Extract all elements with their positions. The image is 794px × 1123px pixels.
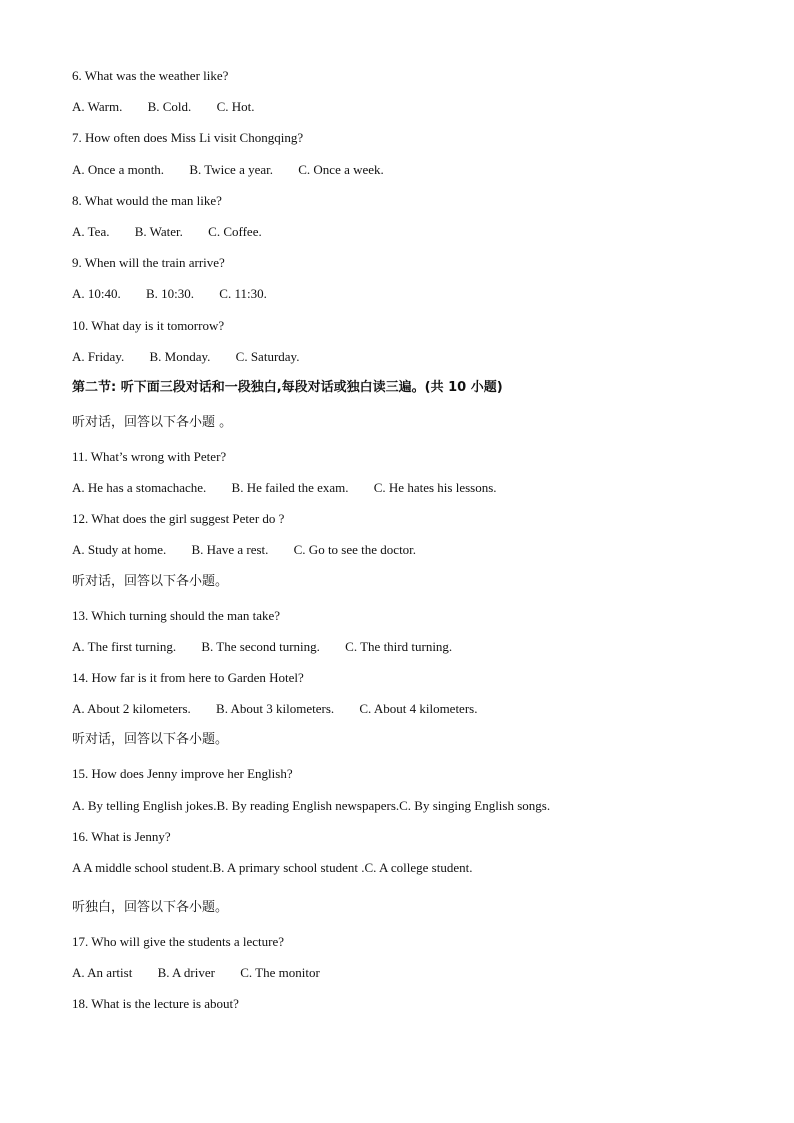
option-a: A. Tea. — [72, 223, 110, 239]
option-a: A. 10:40. — [72, 286, 121, 302]
question-15: 15. How does Jenny improve her English? — [72, 766, 293, 782]
options-11 — [72, 478, 752, 498]
option-c: C. The third turning. — [345, 638, 453, 654]
question-11: 11. What’s wrong with Peter? — [72, 448, 227, 464]
options-8 — [72, 222, 752, 242]
option-a: A. Study at home. — [72, 542, 167, 558]
option-b: B. A driver — [157, 965, 215, 981]
option-c: C. Hot. — [216, 99, 255, 115]
question-6: 6. What was the weather like? — [72, 68, 229, 83]
question-16: 16. What is Jenny? — [72, 828, 171, 844]
options-14 — [72, 699, 752, 719]
option-c: C. Coffee. — [208, 223, 262, 239]
question-18: 18. What is the lecture is about? — [72, 996, 239, 1012]
question-17: 17. Who will give the students a lecture? — [72, 933, 285, 949]
options-10 — [72, 347, 752, 367]
question-10: 10. What day is it tomorrow? — [72, 317, 225, 333]
option-a: A. An artist — [72, 965, 133, 981]
option-a: A. About 2 kilometers. — [72, 701, 191, 717]
dialogue-instruction: 听对话，回答以下各小题。 — [72, 732, 229, 748]
option-c: C. Go to see the doctor. — [293, 542, 417, 558]
section-heading: 第二节: 听下面三段对话和一段独白,每段对话或独白读三遍。(共 10 小题) — [72, 379, 503, 395]
option-c: C. Once a week. — [298, 161, 384, 177]
dialogue-instruction: 听对话，回答以下各小题。 — [72, 573, 229, 589]
question-8: 8. What would the man like? — [72, 192, 222, 208]
options-6 — [72, 97, 752, 117]
option-c: C. About 4 kilometers. — [359, 701, 478, 717]
option-b: B. Water. — [134, 223, 183, 239]
options-13 — [72, 637, 752, 657]
dialogue-instruction: 听对话，回答以下各小题 。 — [72, 414, 233, 430]
options-17 — [72, 963, 752, 983]
option-a: A. Warm. — [72, 99, 123, 115]
option-b: B. Have a rest. — [191, 542, 269, 558]
options-9 — [72, 284, 752, 304]
option-c: C. He hates his lessons. — [373, 480, 497, 496]
option-b: B. Twice a year. — [189, 161, 273, 177]
question-14: 14. How far is it from here to Garden Hotel? — [72, 670, 304, 685]
option-b: B. 10:30. — [146, 286, 195, 302]
option-b: B. About 3 kilometers. — [216, 701, 335, 717]
document-page — [72, 66, 752, 1026]
option-a: A. The first turning. — [72, 638, 177, 654]
option-b: B. Cold. — [147, 99, 192, 115]
option-c: C. Saturday. — [235, 348, 300, 364]
options-12 — [72, 540, 752, 560]
option-a: A. Once a month. — [72, 161, 165, 177]
option-b: B. He failed the exam. — [231, 480, 349, 496]
question-13: 13. Which turning should the man take? — [72, 607, 281, 623]
monologue-instruction: 听独白，回答以下各小题。 — [72, 899, 229, 915]
options-7 — [72, 160, 752, 180]
option-b: B. Monday. — [149, 348, 211, 364]
question-9: 9. When will the train arrive? — [72, 255, 225, 271]
option-c: C. The monitor — [240, 965, 320, 981]
option-a: A. Friday. — [72, 348, 125, 364]
options-16: A A middle school student.B. A primary school student .C. A college student. — [72, 859, 473, 875]
option-c: C. 11:30. — [219, 286, 267, 302]
question-12: 12. What does the girl suggest Peter do ? — [72, 511, 285, 527]
options-15: A. By telling English jokes.B. By reading English newspapers.C. By singing English songs. — [72, 797, 551, 813]
option-a: A. He has a stomachache. — [72, 480, 207, 496]
question-7: 7. How often does Miss Li visit Chongqing? — [72, 130, 304, 146]
option-b: B. The second turning. — [201, 638, 320, 654]
